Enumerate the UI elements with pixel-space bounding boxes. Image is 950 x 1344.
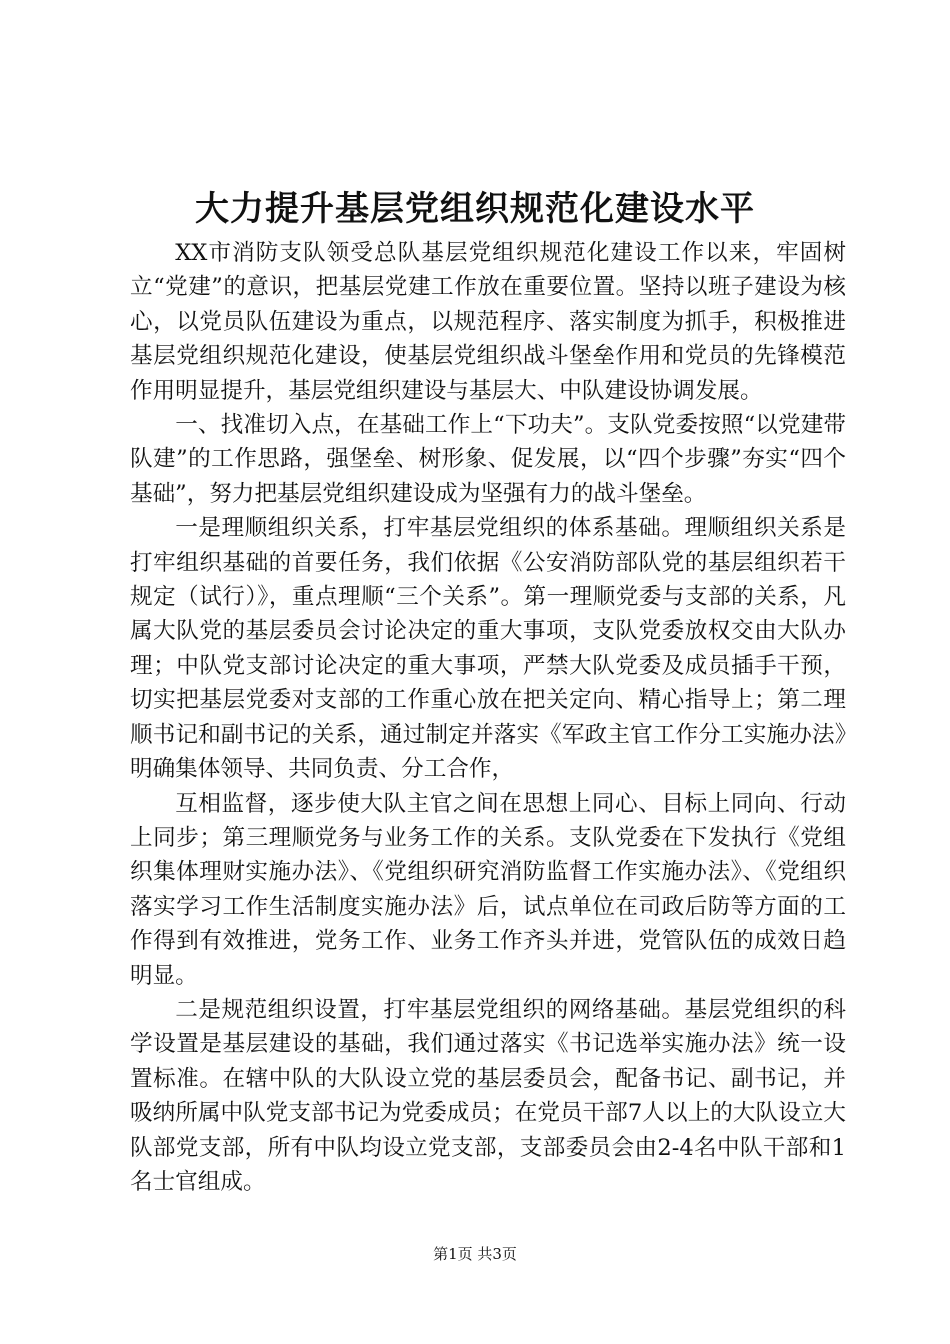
paragraph-section-one: 一、找准切入点，在基础工作上“下功夫”。支队党委按照“以党建带队建”的工作思路，强堡垒、树形象、促发展，以“四个步骤”夯实“四个基础”，努力把基层党组织建设成为坚强有力的战斗堡垒。 bbox=[130, 412, 846, 507]
paragraph-organization-setup: 二是规范组织设置，打牢基层党组织的网络基础。基层党组织的科学设置是基层建设的基础，我们通过落实《书记选举实施办法》统一设置标准。在辖中队的大队设立党的基层委员会，配备书记、副书记，并吸纳所属中队党支部书记为党委成员；在党员干部7人以上的大队设立大队部党支部，所有中队均设立党支部，支部委员会由2-4名中队干部和1名士官组成。 bbox=[130, 996, 846, 1195]
paragraph-intro: XX市消防支队领受总队基层党组织规范化建设工作以来，牢固树立“党建”的意识，把基层党建工作放在重要位置。坚持以班子建设为核心，以党员队伍建设为重点，以规范程序、落实制度为抓手，积极推进基层党组织规范化建设，使基层党组织战斗堡垒作用和党员的先锋模范作用明显提升，基层党组织建设与基层大、中队建设协调发展。 bbox=[130, 240, 846, 404]
paragraph-organization-relations: 一是理顺组织关系，打牢基层党组织的体系基础。理顺组织关系是打牢组织基础的首要任务，我们依据《公安消防部队党的基层组织若干规定（试行）》，重点理顺“三个关系”。第一理顺党委与支部的关系，凡属大队党的基层委员会讨论决定的重大事项，支队党委放权交由大队办理；中队党支部讨论决定的重大事项，严禁大队党委及成员插手干预，切实把基层党委对支部的工作重心放在把关定向、精心指导上；第二理顺书记和副书记的关系，通过制定并落实《军政主官工作分工实施办法》明确集体领导、共同负责、分工合作， bbox=[130, 515, 846, 783]
document-title: 大力提升基层党组织规范化建设水平 bbox=[195, 189, 755, 229]
page-number-footer: 第1页 共3页 bbox=[433, 1245, 517, 1263]
paragraph-mutual-supervision: 互相监督，逐步使大队主官之间在思想上同心、目标上同向、行动上同步；第三理顺党务与业务工作的关系。支队党委在下发执行《党组织集体理财实施办法》、《党组织研究消防监督工作实施办法》、《党组织落实学习工作生活制度实施办法》后，试点单位在司政后防等方面的工作得到有效推进，党务工作、业务工作齐头并进，党管队伍的成效日趋明显。 bbox=[130, 790, 846, 989]
document-body bbox=[130, 236, 846, 1199]
